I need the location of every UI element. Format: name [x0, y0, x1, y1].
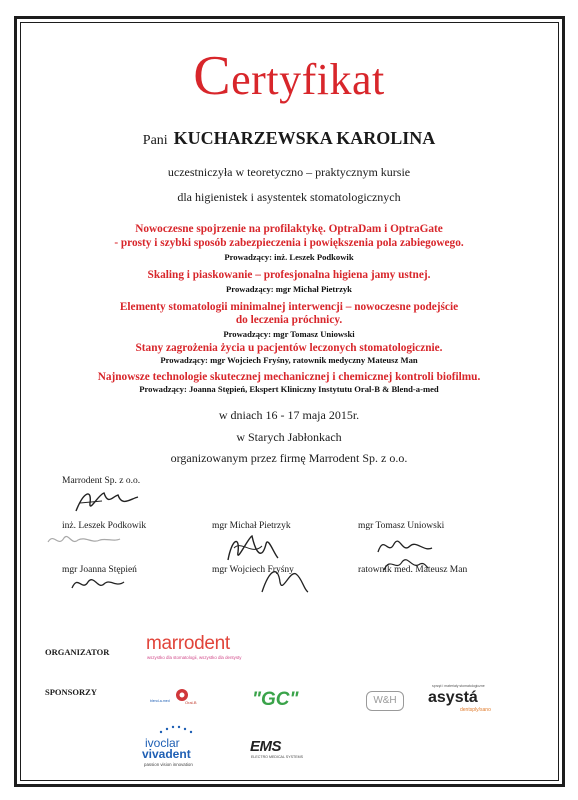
topic-5-lead: Prowadzący: Joanna Stępień, Ekspert Kliniczny Instytutu Oral-B & Blend-a-med: [139, 384, 439, 394]
signature-frysny-mark: [256, 562, 312, 598]
intro-line-2: dla higienistek i asystentek stomatologicznych: [177, 190, 401, 204]
title-rest: ertyfikat: [231, 55, 385, 104]
signature-company-mark: [72, 485, 142, 517]
certificate-title: [0, 45, 578, 108]
oralb-logo: Oral-B: [185, 700, 197, 705]
organized-by: organizowanym przez firmę Marrodent Sp. z o.o.: [170, 451, 408, 465]
signature-label-podkowik: inż. Leszek Podkowik: [62, 521, 147, 531]
salutation: Pani: [142, 133, 168, 148]
signature-label-man: ratownik med. Mateusz Man: [358, 565, 468, 575]
course-place: w Starych Jabłonkach: [236, 430, 342, 444]
topic-4-lead: Prowadzący: mgr Wojciech Fryśny, ratownik medyczny Mateusz Man: [160, 355, 418, 365]
marrodent-tagline: wszystko dla stomatologii, wszystko dla dentysty: [147, 655, 242, 660]
topic-1-title-line-2: - prosty i szybki sposób zabezpieczenia i powiększenia pola zabiegowego.: [114, 237, 464, 249]
organizer-label: ORGANIZATOR: [45, 647, 110, 657]
topic-3-lead: Prowadzący: mgr Tomasz Uniowski: [223, 329, 355, 339]
blendamed-logo: blend-a-med: [150, 699, 170, 703]
topic-1-lead: Prowadzący: inż. Leszek Podkowik: [224, 252, 354, 262]
ivoclar-logo-line-1: ivoclar: [145, 736, 180, 750]
course-dates: w dniach 16 - 17 maja 2015r.: [218, 408, 360, 422]
marrodent-logo: marrodent: [146, 633, 230, 654]
intro-line-1: uczestniczyła w teoretyczno – praktycznym kursie: [167, 165, 411, 179]
topic-5-title: Najnowsze technologie skutecznej mechanicznej i chemicznej kontroli biofilmu.: [97, 371, 481, 383]
topic-3-title-line-2: do leczenia próchnicy.: [235, 314, 343, 326]
recipient-line: [0, 128, 578, 149]
signature-stepien-mark: [68, 570, 128, 596]
ivoclar-dots-icon: [158, 724, 194, 734]
topic-1-title-line-1: Nowoczesne spojrzenie na profilaktykę. OptraDam i OptraGate: [135, 223, 443, 235]
title-initial: C: [193, 45, 232, 107]
recipient-name: KUCHARZEWSKA KAROLINA: [173, 128, 436, 148]
ivoclar-tagline: passion vision innovation: [144, 762, 193, 767]
gc-logo: "GC": [252, 689, 299, 710]
topic-2-lead: Prowadzący: mgr Michał Pietrzyk: [226, 284, 352, 294]
signature-label-pietrzyk: mgr Michał Pietrzyk: [212, 521, 291, 531]
ems-tagline: ELECTRO MEDICAL SYSTEMS: [251, 755, 303, 759]
topic-3-title-line-1: Elementy stomatologii minimalnej interwencji – nowoczesne podejście: [119, 301, 459, 313]
signature-label-stepien: mgr Joanna Stępień: [62, 565, 137, 575]
ivoclar-logo-line-2: vivadent: [142, 747, 191, 761]
sponsors-label: SPONSORZY: [45, 687, 97, 697]
signature-podkowik-mark: [44, 530, 124, 552]
ems-logo: EMS: [250, 738, 282, 755]
topic-4-title: Stany zagrożenia życia u pacjentów leczonych stomatologicznie.: [135, 342, 443, 354]
asysta-subtitle: dentsply/sano: [460, 707, 491, 713]
signature-man-mark: [380, 552, 430, 576]
signature-label-company: Marrodent Sp. z o.o.: [62, 476, 141, 486]
asysta-logo: asystá: [428, 689, 478, 706]
wh-logo: W&H: [366, 691, 404, 711]
topic-2-title: Skaling i piaskowanie – profesjonalna higiena jamy ustnej.: [147, 269, 431, 281]
signature-label-frysny: mgr Wojciech Fryśny: [212, 565, 294, 575]
signature-label-uniowski: mgr Tomasz Uniowski: [358, 521, 445, 531]
asysta-top-tagline: sprzęt i materiały stomatologiczne: [432, 684, 485, 688]
